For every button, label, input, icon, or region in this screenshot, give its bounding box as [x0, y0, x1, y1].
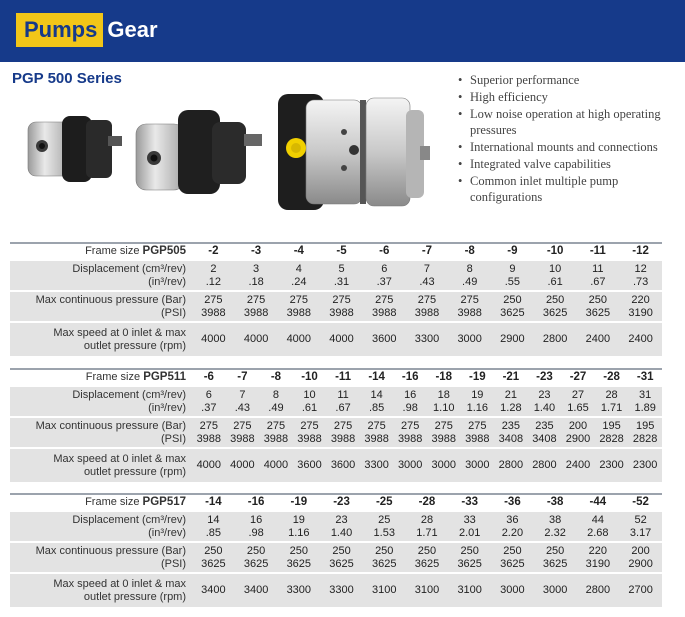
- displacement-value: 19 1.16: [461, 386, 495, 417]
- speed-value: 4000: [235, 322, 278, 356]
- speed-value: 3000: [448, 322, 491, 356]
- speed-value: 4000: [277, 322, 320, 356]
- frame-size-value: -23: [528, 369, 562, 386]
- frame-size-label: Frame size PGP505: [10, 243, 192, 260]
- pressure-value: 250 3625: [491, 542, 534, 573]
- pressure-value: 250 3625: [320, 542, 363, 573]
- pressure-value: 275 3988: [406, 291, 449, 322]
- gear-pump-medium-photo: [136, 110, 262, 194]
- header-banner: [0, 0, 685, 62]
- speed-label: Max speed at 0 inlet & max outlet pressure (rpm): [10, 448, 192, 482]
- displacement-value: 28 1.71: [406, 511, 449, 542]
- pressure-label: Max continuous pressure (Bar) (PSI): [10, 291, 192, 322]
- displacement-value: 10 .61: [534, 260, 577, 291]
- feature-item: • Common inlet multiple pump configurations: [456, 173, 681, 205]
- speed-value: 3600: [363, 322, 406, 356]
- feature-item: • Superior performance: [456, 72, 681, 88]
- brand-primary: Pumps: [16, 13, 103, 47]
- speed-value: 2300: [595, 448, 629, 482]
- frame-size-value: -21: [494, 369, 528, 386]
- displacement-label: Displacement (cm³/rev) (in³/rev): [10, 511, 192, 542]
- feature-item: • Low noise operation at high operating pressures: [456, 106, 681, 138]
- displacement-value: 11 .67: [326, 386, 360, 417]
- feature-item: • International mounts and connections: [456, 139, 681, 155]
- frame-size-value: -5: [320, 243, 363, 260]
- frame-size-value: -23: [320, 494, 363, 511]
- displacement-value: 36 2.20: [491, 511, 534, 542]
- displacement-value: 16 .98: [235, 511, 278, 542]
- pressure-value: 250 3625: [235, 542, 278, 573]
- pressure-value: 275 3988: [277, 291, 320, 322]
- displacement-value: 10 .61: [293, 386, 327, 417]
- displacement-value: 21 1.28: [494, 386, 528, 417]
- displacement-value: 19 1.16: [277, 511, 320, 542]
- product-photos: [10, 88, 430, 228]
- displacement-value: 4 .24: [277, 260, 320, 291]
- pressure-value: 220 3190: [576, 542, 619, 573]
- speed-value: 3100: [406, 573, 449, 607]
- displacement-value: 52 3.17: [619, 511, 662, 542]
- frame-size-value: -12: [619, 243, 662, 260]
- frame-size-value: -44: [576, 494, 619, 511]
- pressure-value: 250 3625: [534, 542, 577, 573]
- pressure-value: 235 3408: [528, 417, 562, 448]
- feature-item: • High efficiency: [456, 89, 681, 105]
- frame-size-value: -52: [619, 494, 662, 511]
- speed-value: 2300: [628, 448, 662, 482]
- frame-size-value: -14: [360, 369, 394, 386]
- pressure-value: 275 3988: [226, 417, 260, 448]
- pressure-value: 250 3625: [491, 291, 534, 322]
- frame-size-value: -14: [192, 494, 235, 511]
- frame-size-value: -10: [534, 243, 577, 260]
- frame-size-label: Frame size PGP517: [10, 494, 192, 511]
- frame-size-value: -2: [192, 243, 235, 260]
- displacement-label: Displacement (cm³/rev) (in³/rev): [10, 260, 192, 291]
- frame-size-value: -18: [427, 369, 461, 386]
- speed-value: 3100: [448, 573, 491, 607]
- displacement-value: 5 .31: [320, 260, 363, 291]
- speed-value: 2400: [561, 448, 595, 482]
- speed-label: Max speed at 0 inlet & max outlet pressure (rpm): [10, 322, 192, 356]
- speed-value: 3000: [461, 448, 495, 482]
- speed-value: 3100: [363, 573, 406, 607]
- frame-size-value: -25: [363, 494, 406, 511]
- pressure-value: 235 3408: [494, 417, 528, 448]
- frame-size-value: -27: [561, 369, 595, 386]
- speed-value: 3000: [427, 448, 461, 482]
- displacement-value: 14 .85: [360, 386, 394, 417]
- feature-list: [456, 72, 681, 206]
- displacement-value: 18 1.10: [427, 386, 461, 417]
- displacement-value: 8 .49: [448, 260, 491, 291]
- series-title: PGP 500 Series: [12, 70, 122, 87]
- frame-size-value: -4: [277, 243, 320, 260]
- displacement-value: 33 2.01: [448, 511, 491, 542]
- frame-size-value: -31: [628, 369, 662, 386]
- pressure-value: 275 3988: [393, 417, 427, 448]
- feature-item: • Integrated valve capabilities: [456, 156, 681, 172]
- speed-value: 3400: [235, 573, 278, 607]
- speed-value: 3400: [192, 573, 235, 607]
- speed-value: 3600: [326, 448, 360, 482]
- frame-size-value: -11: [326, 369, 360, 386]
- displacement-value: 7 .43: [226, 386, 260, 417]
- speed-value: 2700: [619, 573, 662, 607]
- pressure-value: 275 3988: [192, 291, 235, 322]
- frame-size-label: Frame size PGP511: [10, 369, 192, 386]
- displacement-value: 2 .12: [192, 260, 235, 291]
- displacement-label: Displacement (cm³/rev) (in³/rev): [10, 386, 192, 417]
- displacement-value: 16 .98: [393, 386, 427, 417]
- frame-size-value: -19: [461, 369, 495, 386]
- speed-value: 4000: [320, 322, 363, 356]
- pressure-value: 275 3988: [192, 417, 226, 448]
- displacement-value: 9 .55: [491, 260, 534, 291]
- brand-logo: [16, 13, 164, 47]
- spec-table-pgp517: [10, 493, 662, 607]
- pressure-value: 195 2828: [595, 417, 629, 448]
- speed-value: 2400: [576, 322, 619, 356]
- pressure-value: 275 3988: [363, 291, 406, 322]
- speed-value: 2900: [491, 322, 534, 356]
- pressure-value: 250 3625: [448, 542, 491, 573]
- pressure-value: 275 3988: [326, 417, 360, 448]
- pressure-label: Max continuous pressure (Bar) (PSI): [10, 542, 192, 573]
- pressure-value: 275 3988: [360, 417, 394, 448]
- speed-label: Max speed at 0 inlet & max outlet pressure (rpm): [10, 573, 192, 607]
- displacement-value: 14 .85: [192, 511, 235, 542]
- pressure-value: 275 3988: [235, 291, 278, 322]
- brand-secondary: Gear: [107, 17, 158, 42]
- frame-size-value: -8: [448, 243, 491, 260]
- frame-size-value: -7: [406, 243, 449, 260]
- frame-size-value: -3: [235, 243, 278, 260]
- frame-size-value: -16: [235, 494, 278, 511]
- speed-value: 4000: [259, 448, 293, 482]
- speed-value: 3000: [393, 448, 427, 482]
- speed-value: 4000: [226, 448, 260, 482]
- pressure-value: 250 3625: [406, 542, 449, 573]
- pressure-value: 195 2828: [628, 417, 662, 448]
- pressure-value: 250 3625: [192, 542, 235, 573]
- speed-value: 2800: [534, 322, 577, 356]
- displacement-value: 6 .37: [363, 260, 406, 291]
- pressure-label: Max continuous pressure (Bar) (PSI): [10, 417, 192, 448]
- pressure-value: 275 3988: [293, 417, 327, 448]
- speed-value: 3000: [491, 573, 534, 607]
- displacement-value: 11 .67: [576, 260, 619, 291]
- displacement-value: 23 1.40: [320, 511, 363, 542]
- displacement-value: 12 .73: [619, 260, 662, 291]
- frame-size-value: -10: [293, 369, 327, 386]
- frame-size-value: -33: [448, 494, 491, 511]
- displacement-value: 38 2.32: [534, 511, 577, 542]
- pressure-value: 250 3625: [534, 291, 577, 322]
- frame-size-value: -7: [226, 369, 260, 386]
- frame-size-value: -11: [576, 243, 619, 260]
- spec-table-pgp505: [10, 242, 662, 356]
- frame-size-value: -6: [363, 243, 406, 260]
- displacement-value: 3 .18: [235, 260, 278, 291]
- pressure-value: 275 3988: [461, 417, 495, 448]
- pressure-value: 200 2900: [561, 417, 595, 448]
- speed-value: 3600: [293, 448, 327, 482]
- speed-value: 3000: [534, 573, 577, 607]
- frame-size-value: -36: [491, 494, 534, 511]
- frame-size-value: -16: [393, 369, 427, 386]
- speed-value: 2800: [528, 448, 562, 482]
- frame-size-value: -28: [595, 369, 629, 386]
- displacement-value: 27 1.65: [561, 386, 595, 417]
- pressure-value: 275 3988: [427, 417, 461, 448]
- pressure-value: 250 3625: [277, 542, 320, 573]
- pressure-value: 250 3625: [576, 291, 619, 322]
- displacement-value: 23 1.40: [528, 386, 562, 417]
- pressure-value: 275 3988: [320, 291, 363, 322]
- pressure-value: 275 3988: [259, 417, 293, 448]
- frame-size-value: -19: [277, 494, 320, 511]
- displacement-value: 8 .49: [259, 386, 293, 417]
- speed-value: 4000: [192, 448, 226, 482]
- frame-size-value: -38: [534, 494, 577, 511]
- displacement-value: 31 1.89: [628, 386, 662, 417]
- speed-value: 4000: [192, 322, 235, 356]
- pressure-value: 275 3988: [448, 291, 491, 322]
- speed-value: 2400: [619, 322, 662, 356]
- speed-value: 3300: [277, 573, 320, 607]
- displacement-value: 7 .43: [406, 260, 449, 291]
- frame-size-value: -28: [406, 494, 449, 511]
- displacement-value: 6 .37: [192, 386, 226, 417]
- frame-size-value: -8: [259, 369, 293, 386]
- frame-size-value: -9: [491, 243, 534, 260]
- speed-value: 3300: [360, 448, 394, 482]
- speed-value: 3300: [406, 322, 449, 356]
- pressure-value: 200 2900: [619, 542, 662, 573]
- spec-table-pgp511: [10, 368, 662, 482]
- pressure-value: 250 3625: [363, 542, 406, 573]
- displacement-value: 25 1.53: [363, 511, 406, 542]
- speed-value: 3300: [320, 573, 363, 607]
- gear-pump-tandem-photo: [278, 94, 430, 210]
- gear-pump-small-photo: [28, 116, 122, 182]
- speed-value: 2800: [576, 573, 619, 607]
- frame-size-value: -6: [192, 369, 226, 386]
- displacement-value: 28 1.71: [595, 386, 629, 417]
- displacement-value: 44 2.68: [576, 511, 619, 542]
- pressure-value: 220 3190: [619, 291, 662, 322]
- speed-value: 2800: [494, 448, 528, 482]
